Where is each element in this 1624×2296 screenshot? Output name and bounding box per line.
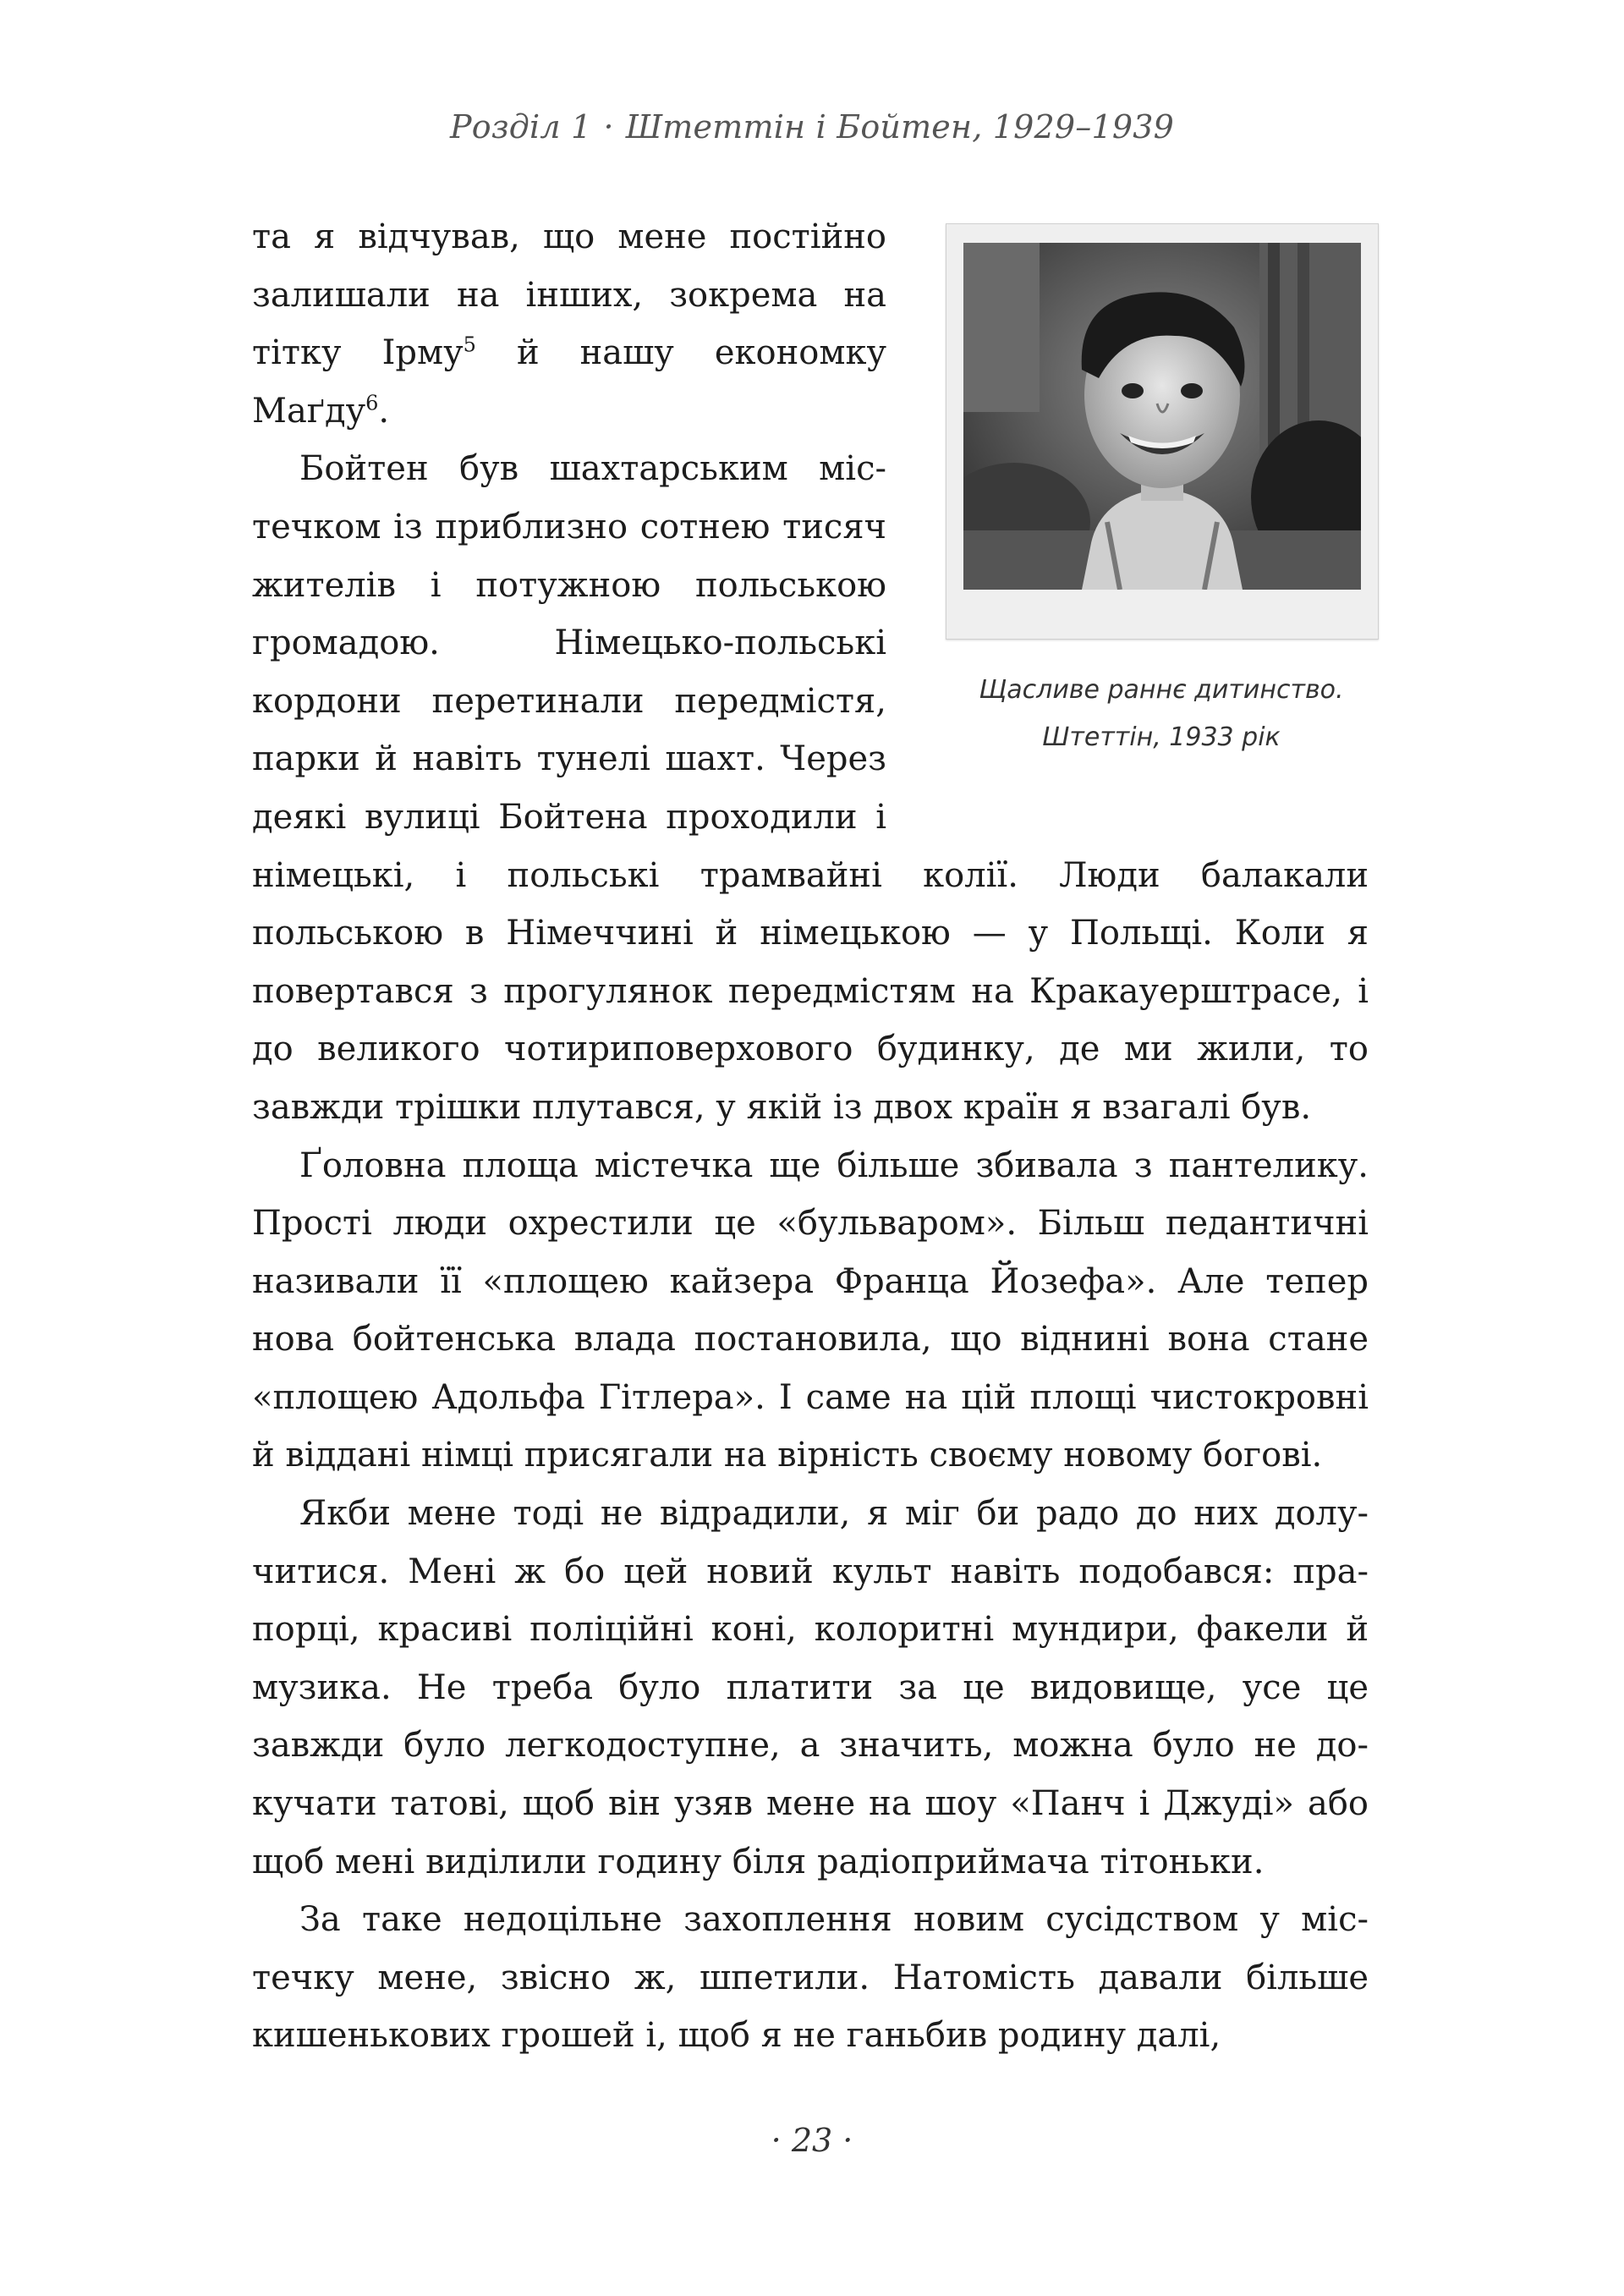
photo-figure <box>937 208 1369 790</box>
chapter-label: Розділ 1 <box>450 108 592 146</box>
header-separator: · <box>603 108 614 146</box>
paragraph-3: Ґоловна площа містечка ще більше збивала з пантелику. Прості люди охрестили це «бульваром». Більш педантичні називали її «площею кайзера Франца Йозефа». Але тепер нова бойтенська влада постановила, що віднині вона стане «площею Адольфа Гітлера». І саме на цій площі чистокровні й віддані німці присягали на вірність своєму новому богові. <box>252 1145 1369 1475</box>
running-head <box>0 108 1624 146</box>
paragraph-1-text-b: й нашу економку Маґду <box>252 333 886 431</box>
footnote-ref-6: 6 <box>365 391 379 415</box>
paragraph-4: Якби мене тоді не відрадили, я міг би радо до них долучитися. Мені ж бо цей новий культ навіть подобався: прапорці, красиві поліційні коні, колоритні мундири, факели й музика. Не треба було платити за це видовище, усе це завжди було легкодоступне, а значить, можна було не докучати татові, щоб він узяв мене на шоу «Панч і Джуді» або щоб мені виділили годину біля радіоприймача тітоньки. <box>252 1494 1369 1881</box>
chapter-title: Штеттін і Бойтен, 1929–1939 <box>625 108 1174 146</box>
body-text <box>252 208 1369 2065</box>
caption-line-2: Штеттін, 1933 рік <box>1042 722 1281 752</box>
paragraph-1-text-a: та я відчував, що мене постійно залишали на інших, зокрема на тітку Ірму <box>252 217 886 373</box>
paragraph-5: За таке недоцільне захоплення новим сусідством у містечку мене, звісно ж, шпетили. Натомість давали більше кишенькових грошей і, щоб я не ганьбив родину далі, <box>252 1900 1369 2056</box>
paragraph-2: Бойтен був шахтарським містечком із приблизно сотнею тисяч жителів і потужною польською громадою. Німецько-польські кордони перетинали передмістя, парки й навіть тунелі шахт. Через деякі вулиці Бойтена проходили і німецькі, і польські трамвайні колії. Люди балакали польською в Німеччині й німецькою — у Польщі. Коли я повертався з прогулянок передмістям на Кракауерштрасе, і до великого чотириповерхового будинку, де ми жили, то завжди трішки плутався, у якій із двох країн я взагалі був. <box>252 449 1369 1127</box>
photo-caption <box>937 667 1385 761</box>
photo-frame <box>946 223 1379 640</box>
footnote-ref-5: 5 <box>463 332 476 357</box>
child-photo <box>963 243 1361 590</box>
caption-line-1: Щасливе раннє дитинство. <box>979 675 1344 705</box>
paragraph-1-text-c: . <box>378 391 390 431</box>
page-number: · 23 · <box>771 2122 853 2159</box>
